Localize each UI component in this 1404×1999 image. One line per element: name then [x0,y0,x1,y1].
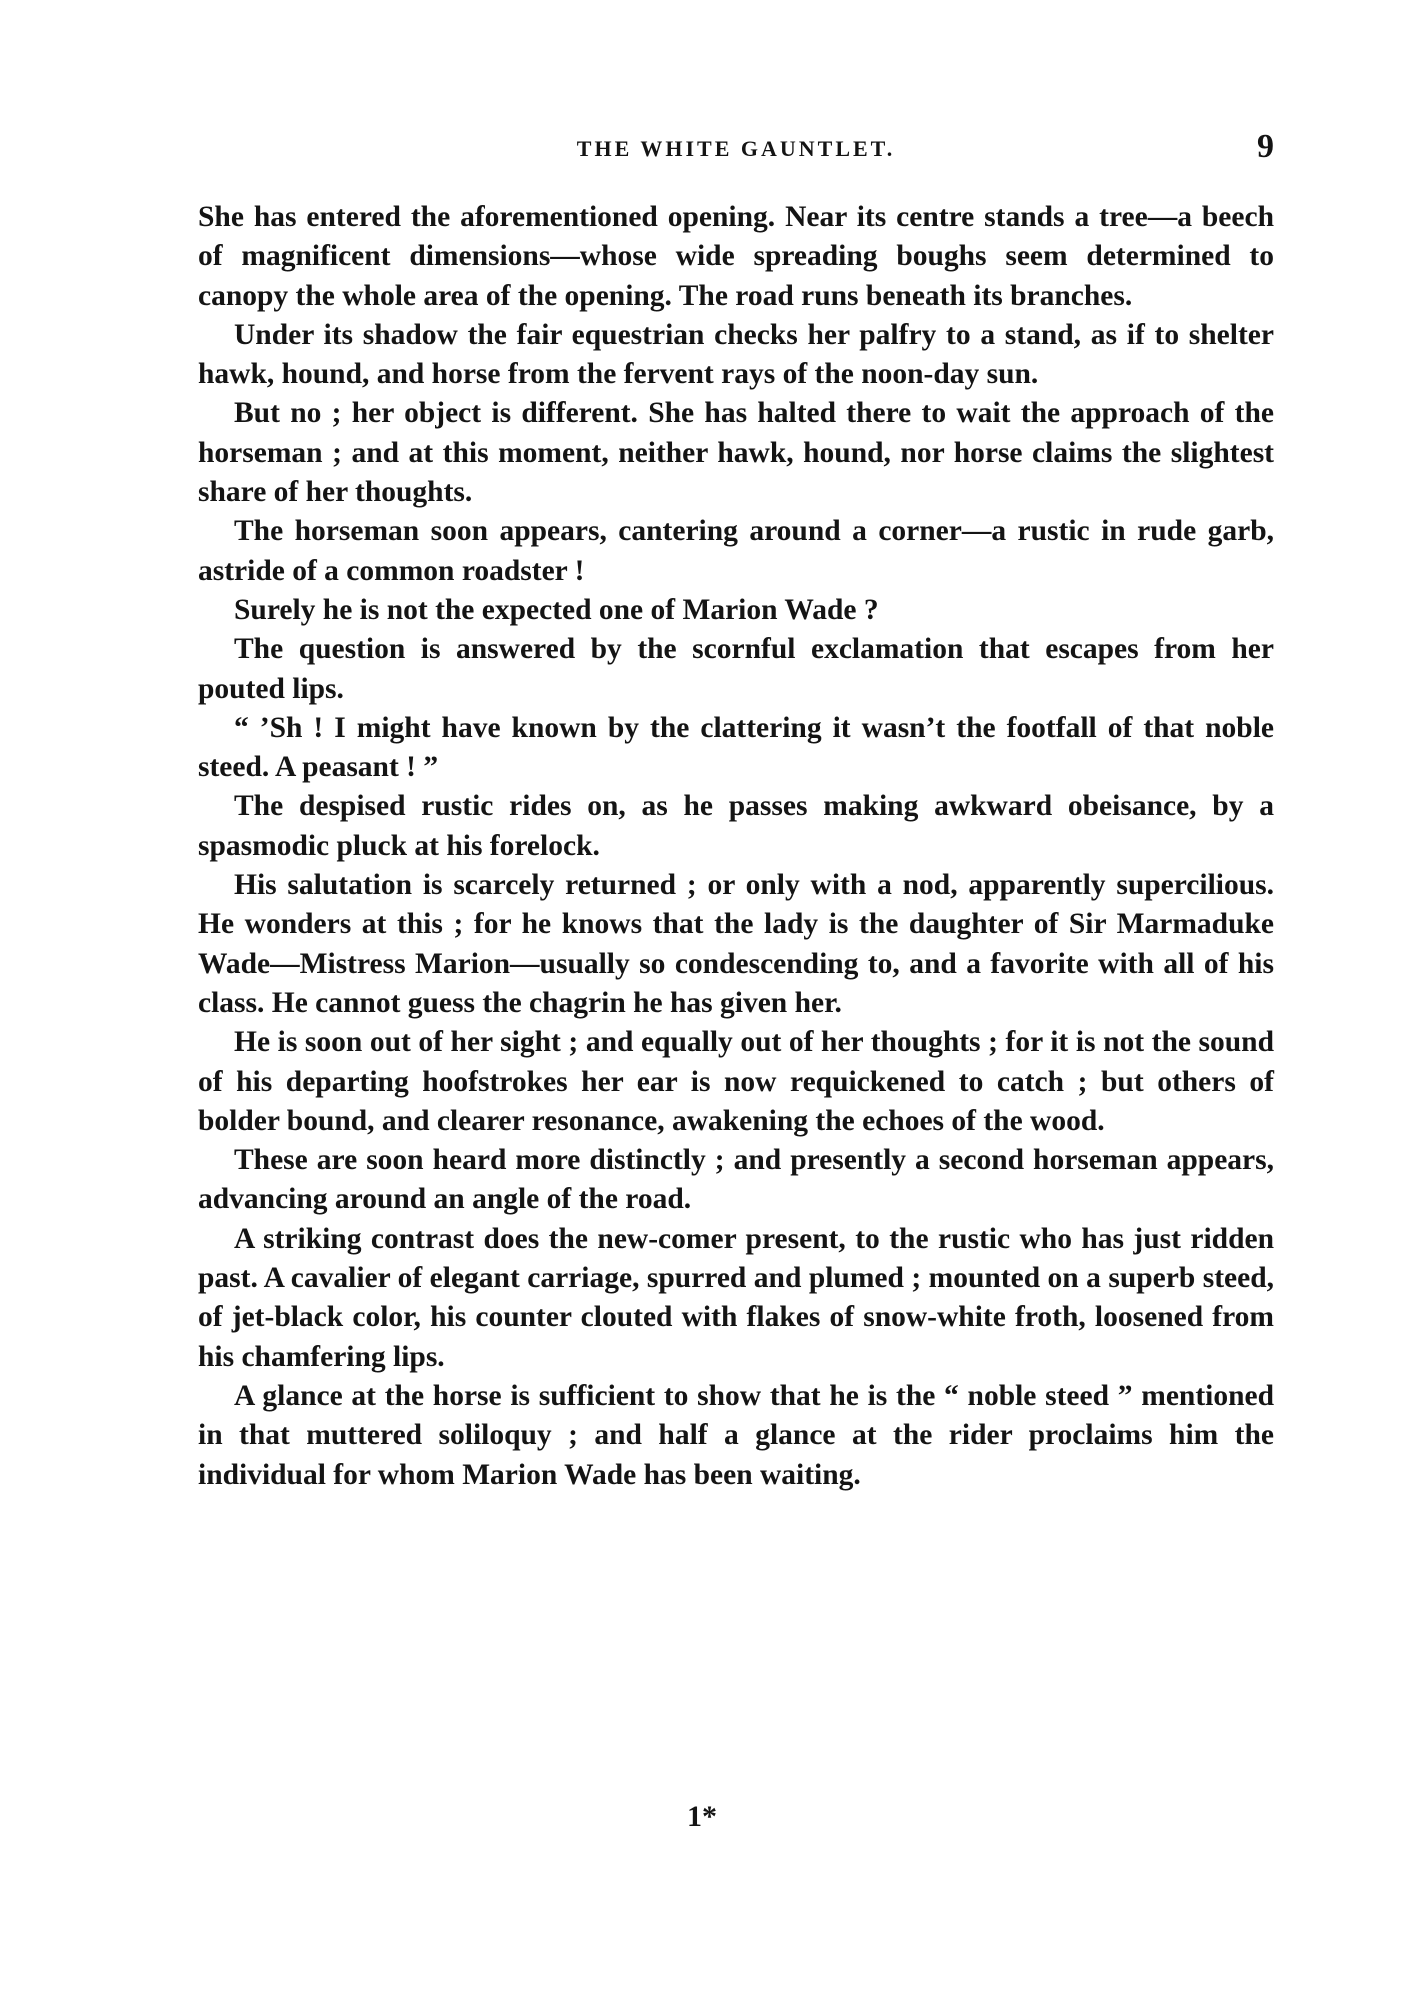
paragraph: He is soon out of her sight ; and equally out of her thoughts ; for it is not the sound of his departing hoofstrokes her ear is now requickened to catch ; but others of bolder bound, and clearer resonance, awakening the echoes of the wood. [198,1026,1274,1137]
signature-mark: 1* [687,1800,717,1833]
paragraph: Under its shadow the fair equestrian checks her palfry to a stand, as if to shelter hawk, hound, and horse from the fervent rays of the noon-day sun. [198,318,1274,391]
running-head [198,130,1274,170]
paragraph: A striking contrast does the new-comer present, to the rustic who has just ridden past. A cavalier of elegant carriage, spurred and plumed ; mounted on a superb steed, of jet-black color, his counter clouted with flakes of snow-white froth, loosened from his chamfering lips. [198,1222,1274,1373]
paragraph: The horseman soon appears, cantering around a corner—a rustic in rude garb, astride of a common roadster ! [198,515,1274,587]
paragraph: The despised rustic rides on, as he passes making awkward obeisance, by a spasmodic pluck at his forelock. [198,790,1274,862]
paragraph: His salutation is scarcely returned ; or only with a nod, apparently supercilious. He wonders at this ; for he knows that the lady is the daughter of Sir Marmaduke Wade—Mistress Marion—usually so condescending to, and a favorite with all of his class. He cannot guess the chagrin he has given her. [198,869,1274,1019]
paragraph: But no ; her object is different. She has halted there to wait the approach of the horseman ; and at this moment, neither hawk, hound, nor horse claims the slightest share of her thoughts. [198,397,1274,509]
paragraph: “ ’Sh ! I might have known by the clattering it wasn’t the footfall of that noble steed. A peasant ! ” [198,711,1274,784]
paragraph: Surely he is not the expected one of Marion Wade ? [234,593,879,626]
running-title: THE WHITE GAUNTLET. [576,136,896,161]
paragraph: These are soon heard more distinctly ; and presently a second horseman appears, advancing around an angle of the road. [198,1144,1274,1216]
paragraph: The question is answered by the scornful exclamation that escapes from her pouted lips. [198,633,1274,705]
paragraph: She has entered the aforementioned opening. Near its centre stands a tree—a beech of magnificent dimensions—whose wide spreading boughs seem determined to canopy the whole area of the opening. The road runs beneath its branches. [198,201,1274,312]
paragraph: A glance at the horse is sufficient to show that he is the “ noble steed ” mentioned in that muttered soliloquy ; and half a glance at the rider proclaims him the individual for whom Marion Wade has been waiting. [198,1379,1274,1491]
page-number: 9 [1257,128,1274,165]
body-text [198,198,1274,1495]
